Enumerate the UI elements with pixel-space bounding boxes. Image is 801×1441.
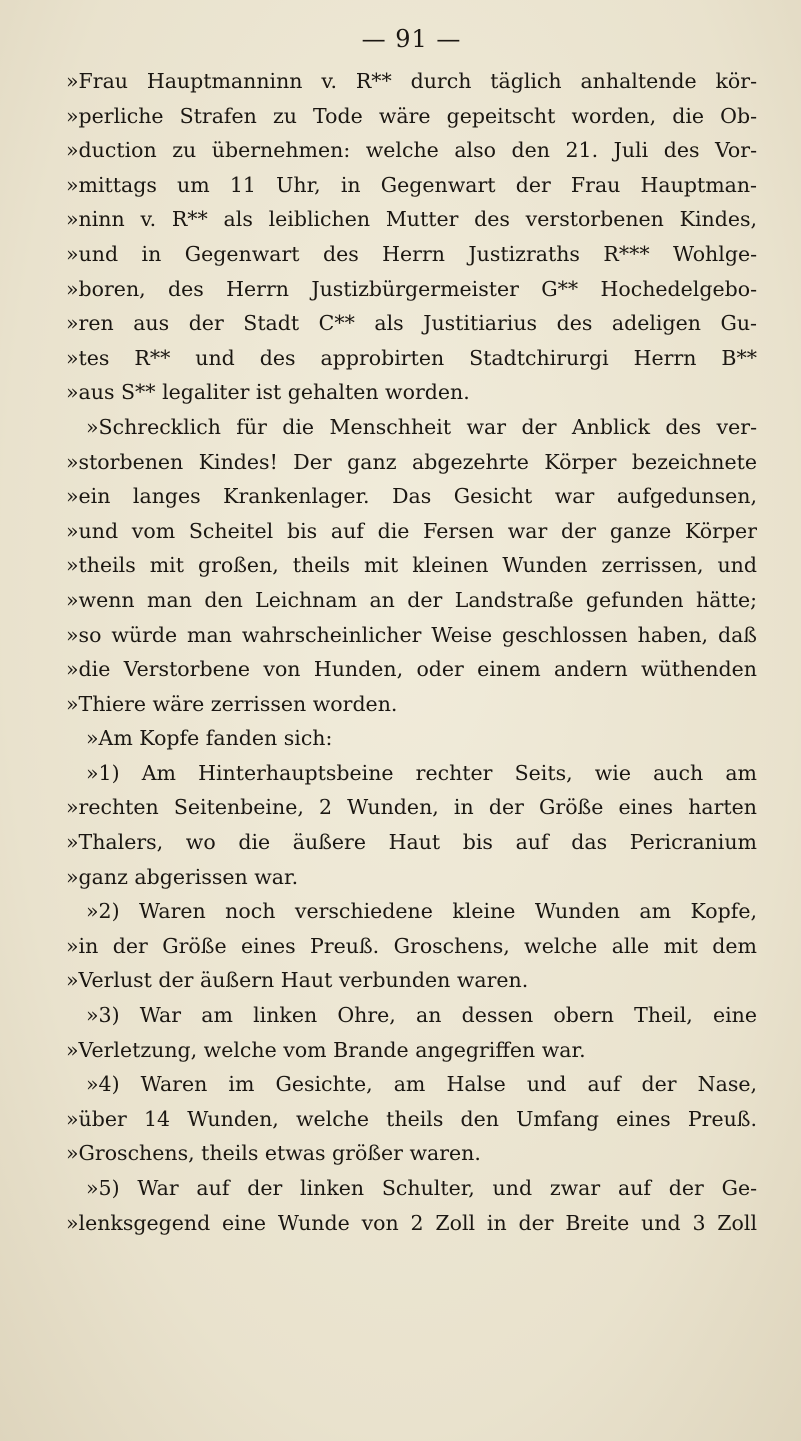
text-line: »und vom Scheitel bis auf die Fersen war der ganze Körper xyxy=(66,518,757,543)
text-line: »und in Gegenwart des Herrn Justizraths R*** Wohlge- xyxy=(66,241,757,266)
text-line: »wenn man den Leichnam an der Landstraße gefunden hätte; xyxy=(66,587,757,612)
text-line: »ren aus der Stadt C** als Justitiarius des adeligen Gu- xyxy=(66,311,757,336)
page-number: — 91 — xyxy=(361,25,462,53)
text-line: »theils mit großen, theils mit kleinen Wunden zerrissen, und xyxy=(66,553,757,578)
text-line: »aus S** legaliter ist gehalten worden. xyxy=(66,380,470,405)
text-line: »5) War auf der linken Schulter, und zwar auf der Ge- xyxy=(86,1176,757,1200)
text-line: »ein langes Krankenlager. Das Gesicht war aufgedunsen, xyxy=(66,484,757,509)
text-line: »storbenen Kindes! Der ganz abgezehrte Körper bezeichnete xyxy=(66,449,757,474)
body-text xyxy=(66,64,757,1240)
text-line: »über 14 Wunden, welche theils den Umfang eines Preuß. xyxy=(66,1106,757,1131)
text-line: »4) Waren im Gesichte, am Halse und auf der Nase, xyxy=(86,1072,757,1097)
text-line: »2) Waren noch verschiedene kleine Wunden am Kopfe, xyxy=(86,899,757,924)
text-line: »tes R** und des approbirten Stadtchirurgi Herrn B** xyxy=(66,345,757,370)
text-line: »rechten Seitenbeine, 2 Wunden, in der Größe eines harten xyxy=(66,795,757,820)
text-line: »1) Am Hinterhauptsbeine rechter Seits, wie auch am xyxy=(86,760,757,785)
text-line: »ninn v. R** als leiblichen Mutter des verstorbenen Kindes, xyxy=(66,207,757,232)
text-line: »perliche Strafen zu Tode wäre gepeitscht worden, die Ob- xyxy=(66,103,757,128)
text-line: »3) War am linken Ohre, an dessen obern Theil, eine xyxy=(86,1003,757,1028)
text-line: »Frau Hauptmanninn v. R** durch täglich anhaltende kör- xyxy=(66,69,757,93)
text-line: »Thiere wäre zerrissen worden. xyxy=(66,691,398,716)
text-line: »Am Kopfe fanden sich: xyxy=(86,726,333,751)
text-line: »die Verstorbene von Hunden, oder einem andern wüthenden xyxy=(66,657,757,682)
text-line: »Schrecklich für die Menschheit war der Anblick des ver- xyxy=(86,414,757,439)
text-line: »mittags um 11 Uhr, in Gegenwart der Frau Hauptman- xyxy=(66,172,757,197)
text-line: »boren, des Herrn Justizbürgermeister G** Hochedelgebo- xyxy=(66,276,757,301)
text-line: »so würde man wahrscheinlicher Weise geschlossen haben, daß xyxy=(66,622,757,647)
text-line: »ganz abgerissen war. xyxy=(66,864,299,889)
text-line: »in der Größe eines Preuß. Groschens, welche alle mit dem xyxy=(66,933,757,958)
text-line: »lenksgegend eine Wunde von 2 Zoll in der Breite und 3 Zoll xyxy=(66,1210,757,1235)
text-line: »Groschens, theils etwas größer waren. xyxy=(66,1141,481,1166)
text-line: »duction zu übernehmen: welche also den 21. Juli des Vor- xyxy=(66,138,757,163)
text-line: »Thalers, wo die äußere Haut bis auf das Pericranium xyxy=(66,830,757,855)
text-line: »Verletzung, welche vom Brande angegriffen war. xyxy=(66,1037,586,1062)
text-line: »Verlust der äußern Haut verbunden waren. xyxy=(66,968,529,993)
